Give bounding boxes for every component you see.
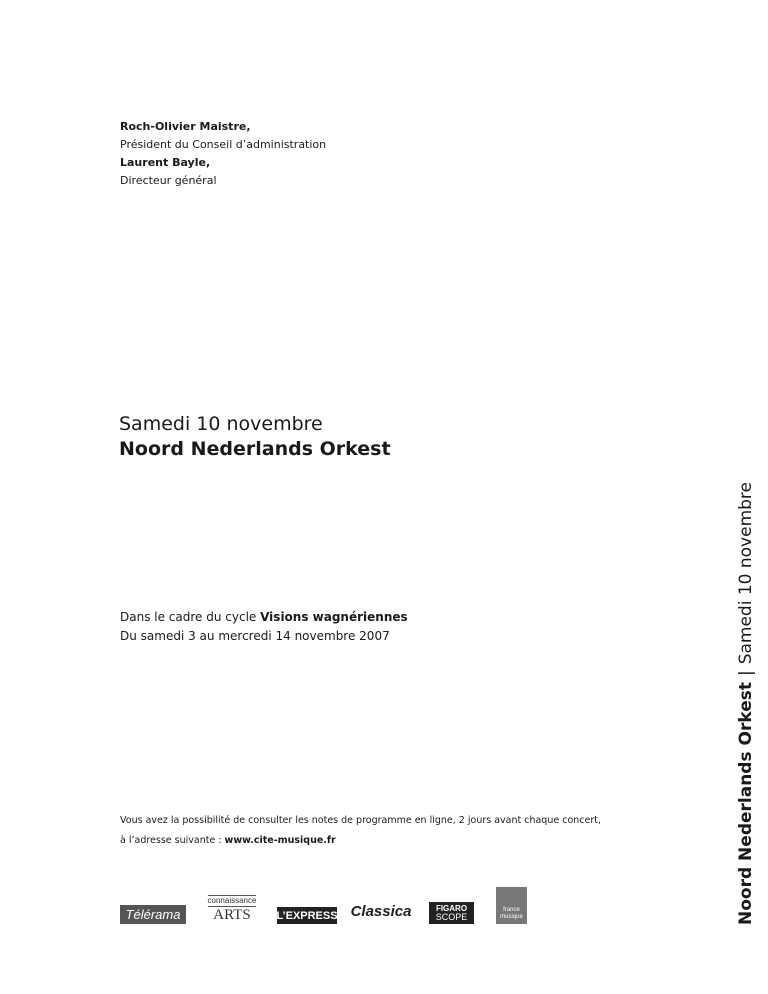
classica-logo xyxy=(350,898,412,924)
classica-text: Classica xyxy=(350,902,412,920)
concert-ensemble: Noord Nederlands Orkest xyxy=(119,438,391,460)
cycle-dates: Du samedi 3 au mercredi 14 novembre 2007 xyxy=(120,629,390,643)
notes-line-2 xyxy=(120,831,601,851)
arts-top-text: connaissance xyxy=(207,896,257,905)
france-top-text: france xyxy=(503,907,520,913)
france-bottom-text: musique xyxy=(500,914,523,920)
partner-logos xyxy=(120,884,540,924)
officer-role: Président du Conseil d’administration xyxy=(120,138,327,151)
telerama-logo xyxy=(120,905,186,924)
cycle-line xyxy=(120,608,408,627)
online-notes xyxy=(120,811,601,851)
notes-prefix: à l’adresse suivante : xyxy=(120,835,225,846)
officer-name: Laurent Bayle, xyxy=(120,156,211,169)
telerama-text: Télérama xyxy=(125,907,181,922)
spine-title xyxy=(736,482,756,925)
website-link[interactable]: www.cite-musique.fr xyxy=(224,835,336,846)
notes-line-1: Vous avez la possibilité de consulter les notes de programme en ligne, 2 jours avant chaque concert, xyxy=(120,815,602,826)
officer-role: Directeur général xyxy=(120,174,217,187)
cycle-prefix: Dans le cadre du cycle xyxy=(120,610,261,624)
spine-date: Samedi 10 novembre xyxy=(736,481,756,665)
figaroscope-logo xyxy=(429,902,474,924)
concert-heading xyxy=(119,412,391,462)
figaro-top-text: FIGARO xyxy=(435,904,468,913)
concert-date: Samedi 10 novembre xyxy=(119,413,323,435)
arts-main-text: ARTS xyxy=(213,907,251,923)
figaro-bottom-text: SCOPE xyxy=(435,912,468,922)
cycle-name: Visions wagnériennes xyxy=(260,610,408,624)
officers-block xyxy=(120,118,326,190)
connaissance-des-arts-logo xyxy=(206,894,258,924)
france-musique-logo xyxy=(496,887,527,924)
officer-name: Roch-Olivier Maistre, xyxy=(120,120,251,133)
lexpress-logo xyxy=(277,907,337,924)
spine-separator: | xyxy=(736,670,756,677)
express-text: L’EXPRESS xyxy=(276,909,338,922)
cycle-info xyxy=(120,608,408,646)
spine-ensemble: Noord Nederlands Orkest xyxy=(736,682,756,925)
